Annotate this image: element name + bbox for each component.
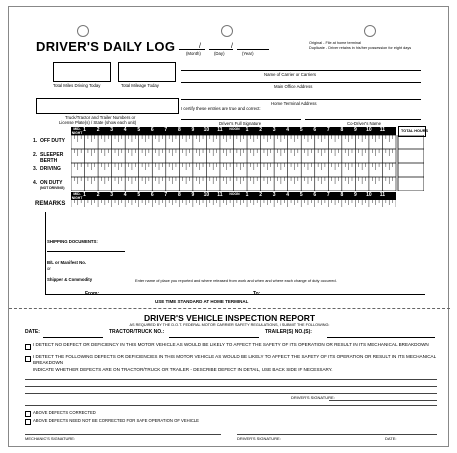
bl-manifest-label: B/L or Manifest No. (47, 260, 87, 265)
remarks-label: REMARKS (35, 201, 66, 207)
bottom-hour-label: NOON (229, 192, 240, 196)
top-hour-label: 11 (217, 127, 223, 133)
main-office-label: Main Office Address (274, 84, 313, 89)
no-defect-checkbox[interactable] (25, 344, 31, 350)
top-hour-label: 8 (177, 127, 181, 133)
duty-row-label: OFF DUTY (40, 138, 65, 144)
trailers-no-label: TRAILER(S) NO.(S): (265, 329, 312, 335)
log-page: DRIVER'S DAILY LOG / / (Month) (Day) (Year) Original - File at home terminal Duplicate - Driver retains in his/her possession for eight days Total Miles Driving Today Total Mileage Today Name of Carrier or Carriers Main Office Address Truck/Tractor and Trailer Numbers or License Plate(s) / State (show each unit) Home Terminal Address I certify these entries are true and correct: Driver's Full Signature Co-Driver's Name MID-NIGHT 1 2 3 4 5 6 7 8 9 10 11 NOON 1 2 3 4 5 6 7 8 9 10 11 TOTAL HOURS 1. OFF DUTY 2. SLEEPER BERTH 3. DRIVING 4. ON DUTY (NOT DRIVING) MID-NIGHT 1 2 3 4 5 6 7 8 9 10 11 NOON 1 2 3 4 5 6 7 8 9 10 11 REMARKS SHIPPING DOCUMENTS: B/L or Manifest No. or Shipper & Commodity Enter name of place you reported and where released from work and when and where each change of duty occurred. From: To: USE TIME STANDARD AT HOME TERMINAL DRIVER'S VEHICLE INSPECTION REPORT AS REQUIRED BY THE D.O.T. FEDERAL MOTOR CARRIER SAFETY REGULATIONS, I SUBMIT THE FOLLOWING: DATE: TRACTOR/TRUCK NO.: TRAILER(S) NO.(S): I DETECT NO DEFECT OR DEFICIENCY IN THIS MOTOR VEHICLE AS WOULD BE LIKELY TO AFFECT THE SAFETY OF ITS OPERATION OR RESULT IN ITS MECHANICAL BREAKDOWN I DETECT THE FOLLOWING DEFECTS OR DEFICIENCIES IN THIS MOTOR VEHICLE AS WOULD BE LIKELY TO AFFECT THE SAFETY OF ITS OPERATION OR RESULT IN ITS MECHANICAL BREAKDOWN INDICATE WHETHER DEFECTS ARE ON TRACTOR/TRUCK OR TRAILER - DESCRIBE DEFECT IN DETAIL, USE BACK SIDE IF NECESSARY. DRIVER'S SIGNATURE: ABOVE DEFECTS CORRECTED ABOVE DEFECTS NEED NOT BE CORRECTED FOR SAFE OPERATION OF VEHICLE MECHANIC'S SIGNATURE: DRIVER'S SIGNATURE: DATE: (8, 6, 449, 447)
top-hour-label: 9 (191, 127, 195, 133)
duty-row-number: 4. (33, 180, 38, 186)
driver-signature-2-label: DRIVER'S SIGNATURE: (237, 436, 281, 441)
remarks-ticks (71, 200, 396, 208)
defects-corrected-label: ABOVE DEFECTS CORRECTED (33, 410, 96, 415)
bottom-hour-label: 10 (366, 192, 372, 198)
bottom-hour-label: 5 (137, 192, 141, 198)
top-hour-label: 5 (137, 127, 141, 133)
bottom-hour-label: 6 (150, 192, 154, 198)
duty-row-number: 2. (33, 152, 38, 158)
bottom-hour-label: MID-NIGHT (71, 192, 83, 200)
bottom-hour-label: 6 (313, 192, 317, 198)
top-hour-label: 1 (245, 127, 249, 133)
top-hour-label: 11 (379, 127, 386, 133)
top-hour-label: 1 (83, 127, 86, 133)
top-hour-label: 4 (286, 127, 290, 133)
duty-status-grid[interactable] (71, 135, 424, 191)
bottom-hour-label: 1 (83, 192, 86, 198)
not-corrected-checkbox[interactable] (25, 419, 31, 425)
hour-labels-top (71, 127, 396, 135)
duty-row-label: SLEEPER (40, 152, 64, 158)
total-miles-label: Total Miles Driving Today (53, 83, 101, 88)
bottom-hour-label: 9 (353, 192, 357, 198)
bottom-hour-label: 8 (177, 192, 181, 198)
punch-hole (77, 25, 89, 37)
copy-note-duplicate: Duplicate - Driver retains in his/her possession for eight days (309, 46, 412, 50)
bottom-hour-label: 3 (110, 192, 114, 198)
bottom-hour-label: 9 (191, 192, 195, 198)
top-hour-label: 7 (164, 127, 168, 133)
top-hour-label: 10 (366, 127, 372, 133)
truck-numbers-label: Truck/Tractor and Trailer Numbers or (65, 115, 136, 120)
duty-row-sublabel: BERTH (40, 158, 58, 164)
no-defect-text: I DETECT NO DEFECT OR DEFICIENCY IN THIS MOTOR VEHICLE AS WOULD BE LIKELY TO AFFECT THE SAFETY OF ITS OPERATION OR RESULT IN ITS MECHANICAL BREAKDOWN (33, 342, 429, 347)
duty-row-number: 3. (33, 166, 38, 172)
top-hour-label: 3 (272, 127, 276, 133)
bottom-hour-label: 11 (217, 192, 223, 198)
top-hour-label: 10 (203, 127, 210, 133)
bottom-hour-label: 5 (299, 192, 303, 198)
top-hour-label: MID-NIGHT (71, 127, 83, 135)
total-mileage-box[interactable] (118, 62, 176, 82)
punch-hole (364, 25, 376, 37)
bottom-hour-label: 2 (259, 192, 262, 198)
bottom-hour-label: 2 (96, 192, 100, 198)
bottom-hour-label: 1 (245, 192, 249, 198)
truck-numbers-box[interactable] (36, 98, 179, 114)
duty-row-label: ON DUTY (40, 180, 63, 186)
total-miles-box[interactable] (53, 62, 111, 82)
log-title: DRIVER'S DAILY LOG (36, 39, 176, 54)
certify-label: I certify these entries are true and correct: (181, 106, 261, 111)
defects-checkbox[interactable] (25, 356, 31, 362)
bottom-hour-label: 7 (326, 192, 330, 198)
bottom-hour-label: 10 (203, 192, 210, 198)
duty-row-label: DRIVING (40, 166, 61, 172)
top-hour-label: NOON (229, 127, 240, 131)
enter-places-note: Enter name of place you reported and where released from work and when and where each change of duty occurred. (135, 278, 337, 283)
top-hour-label: 5 (299, 127, 303, 133)
shipper-commodity-label: Shipper & Commodity (47, 277, 93, 282)
duty-row-number: 1. (33, 138, 38, 144)
to-label: To: (253, 291, 261, 297)
tractor-no-label: TRACTOR/TRUCK NO.: (109, 329, 165, 335)
date-year-label: (Year) (242, 51, 254, 56)
top-hour-label: 2 (96, 127, 100, 133)
duty-row-sublabel: (NOT DRIVING) (40, 186, 65, 190)
not-corrected-label: ABOVE DEFECTS NEED NOT BE CORRECTED FOR SAFE OPERATION OF VEHICLE (33, 418, 199, 423)
use-time-note: USE TIME STANDARD AT HOME TERMINAL (155, 299, 249, 304)
inspection-driver-signature-label: DRIVER'S SIGNATURE: (291, 395, 335, 400)
drivers-signature-label: Driver's Full Signature (219, 121, 262, 126)
total-hours-label: TOTAL HOURS (401, 129, 429, 133)
top-hour-label: 6 (313, 127, 317, 133)
or-label: or (47, 266, 51, 271)
top-hour-label: 7 (326, 127, 330, 133)
bottom-hour-label: 4 (286, 192, 290, 198)
bottom-hour-label: 11 (379, 192, 386, 198)
top-hour-label: 4 (123, 127, 127, 133)
date-month-label: (Month) (186, 51, 201, 56)
bottom-hour-label: 3 (272, 192, 276, 198)
bottom-hour-label: 7 (164, 192, 168, 198)
inspection-date-label: DATE: (25, 329, 40, 335)
inspection-subtitle: AS REQUIRED BY THE D.O.T. FEDERAL MOTOR CARRIER SAFETY REGULATIONS, I SUBMIT THE FOLLOWING: (129, 323, 330, 327)
from-label: From: (85, 291, 100, 297)
date-2-label: DATE: (385, 436, 397, 441)
bottom-hour-label: 8 (340, 192, 344, 198)
date-day-label: (Day) (214, 51, 225, 56)
top-hour-label: 8 (340, 127, 344, 133)
shipping-documents-label: SHIPPING DOCUMENTS: (47, 239, 98, 244)
top-hour-label: 3 (110, 127, 114, 133)
hour-labels-bottom (71, 192, 396, 200)
defects-text: I DETECT THE FOLLOWING DEFECTS OR DEFICIENCIES IN THIS MOTOR VEHICLE AS WOULD BE LIKELY TO AFFECT THE SAFETY OF ITS OPERATION OR RESULT IN ITS MECHANICAL BREAKDOWN (33, 354, 436, 365)
top-hour-label: 6 (150, 127, 154, 133)
top-hour-label: 2 (259, 127, 262, 133)
indicate-text: INDICATE WHETHER DEFECTS ARE ON TRACTOR/TRUCK OR TRAILER - DESCRIBE DEFECT IN DETAIL, USE BACK SIDE IF NECESSARY. (33, 367, 333, 372)
home-terminal-label: Home Terminal Address (271, 101, 317, 106)
top-hour-label: 9 (353, 127, 357, 133)
punch-hole (221, 25, 233, 37)
bottom-hour-label: 4 (123, 192, 127, 198)
total-mileage-label: Total Mileage Today (121, 83, 159, 88)
mechanic-signature-label: MECHANIC'S SIGNATURE: (25, 436, 76, 441)
inspection-title: DRIVER'S VEHICLE INSPECTION REPORT (143, 313, 316, 323)
license-plates-label: License Plate(s) / State (show each unit) (59, 120, 137, 125)
defects-corrected-checkbox[interactable] (25, 411, 31, 417)
carrier-name-label: Name of Carrier or Carriers (264, 72, 317, 77)
co-driver-label: Co-Driver's Name (347, 121, 382, 126)
copy-note-original: Original - File at home terminal (309, 41, 361, 45)
